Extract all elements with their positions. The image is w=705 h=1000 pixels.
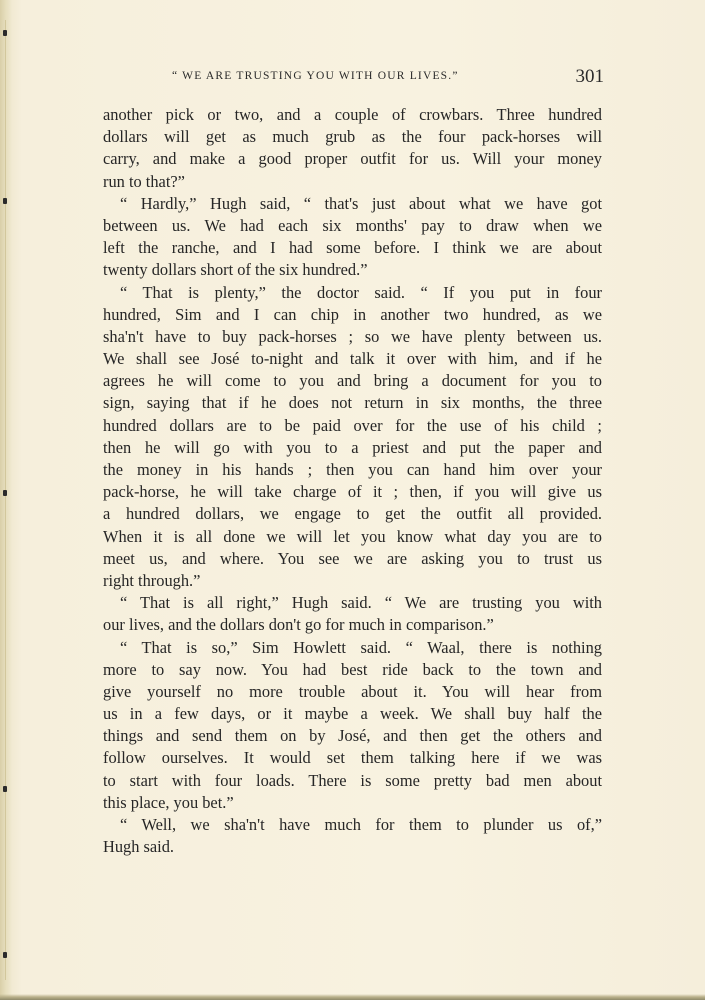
text-line: between us. We had each six months' pay to draw when we (103, 215, 602, 235)
text-line: Hugh said. (103, 837, 175, 857)
text-line: give yourself no more trouble about it. You will hear from (103, 681, 602, 701)
text-line: We shall see José to-night and talk it over with him, and if he (103, 349, 602, 369)
text-line: run to that?” (103, 171, 185, 191)
page-bottom-edge (0, 994, 705, 1000)
text-line: then he will go with you to a priest and put the paper and (103, 437, 602, 457)
text-line: this place, you bet.” (103, 792, 234, 812)
page-number: 301 (575, 66, 604, 87)
margin-mark (3, 30, 7, 36)
text-line: right through.” (103, 570, 201, 590)
text-line: “ Hardly,” Hugh said, “ that's just about what we have got (120, 193, 602, 213)
text-line: dollars will get as much grub as the four pack-horses will (103, 127, 602, 147)
page-binding-edge (0, 0, 12, 1000)
text-line: carry, and make a good proper outfit for us. Will your money (103, 149, 602, 169)
text-line: pack-horse, he will take charge of it ; then, if you will give us (103, 482, 602, 502)
running-header (150, 66, 604, 92)
text-line: left the ranche, and I had some before. I think we are about (103, 238, 602, 258)
text-line: us in a few days, or it maybe a week. We shall buy half the (103, 704, 602, 724)
text-line: sha'n't have to buy pack-horses ; so we have plenty between us. (103, 326, 602, 346)
text-line: another pick or two, and a couple of crowbars. Three hundred (103, 105, 602, 124)
page-binding-line (5, 20, 6, 980)
margin-mark (3, 952, 7, 958)
margin-mark (3, 786, 7, 792)
body-text (103, 104, 602, 858)
text-line: to start with four loads. There is some pretty bad men about (103, 770, 602, 790)
text-line: “ That is so,” Sim Howlett said. “ Waal, there is nothing (120, 637, 602, 657)
text-line: our lives, and the dollars don't go for much in comparison.” (103, 615, 494, 635)
text-line: “ That is plenty,” the doctor said. “ If you put in four (120, 282, 602, 302)
text-line: When it is all done we will let you know what day you are to (103, 526, 602, 546)
text-line: twenty dollars short of the six hundred.” (103, 260, 368, 280)
text-line: things and send them on by José, and then get the others and (103, 726, 602, 746)
text-line: the money in his hands ; then you can hand him over your (103, 460, 602, 479)
text-line: “ That is all right,” Hugh said. “ We are trusting you with (120, 593, 602, 613)
text-line: meet us, and where. You see we are asking you to trust us (103, 548, 602, 568)
text-line: hundred, Sim and I can chip in another two hundred, as we (103, 304, 602, 324)
running-title: “ WE ARE TRUSTING YOU WITH OUR LIVES.” (172, 70, 459, 82)
text-line: more to say now. You had best ride back to the town and (103, 659, 602, 679)
text-line: sign, saying that if he does not return in six months, the three (103, 393, 602, 413)
text-line: agrees he will come to you and bring a document for you to (103, 371, 602, 391)
margin-mark (3, 198, 7, 204)
margin-mark (3, 490, 7, 496)
text-line: hundred dollars are to be paid over for the use of his child ; (103, 415, 602, 435)
text-line: follow ourselves. It would set them talking here if we was (103, 748, 602, 768)
text-line: a hundred dollars, we engage to get the outfit all provided. (103, 504, 602, 524)
text-line: “ Well, we sha'n't have much for them to plunder us of,” (120, 815, 602, 834)
